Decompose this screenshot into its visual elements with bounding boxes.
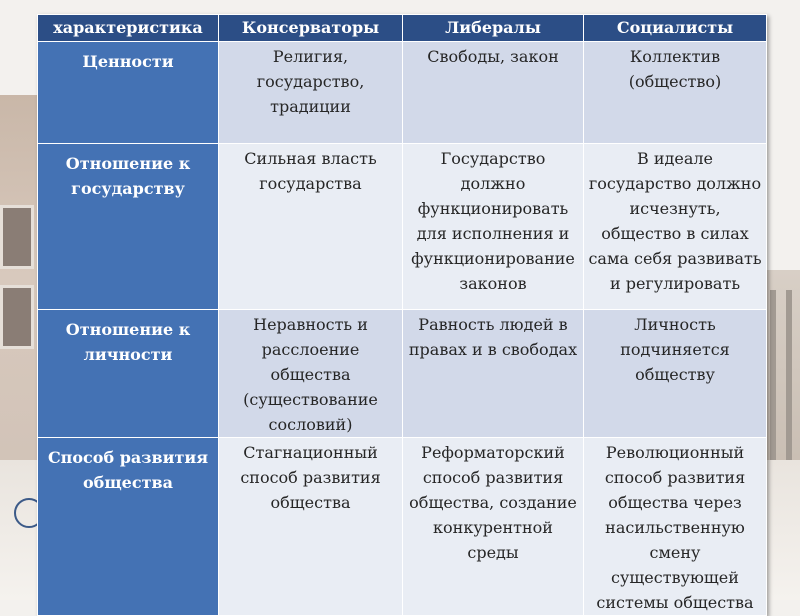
header-liberals: Либералы: [403, 15, 584, 42]
table-row: [38, 144, 767, 310]
header-conservatives: Консерваторы: [219, 15, 403, 42]
table-cell: Религия, государство, традиции: [219, 42, 403, 144]
window: [0, 285, 34, 349]
table-cell: В идеале государство должно исчезнуть, общество в силах сама себя развивать и регулировать: [584, 144, 767, 310]
table-cell: Свободы, закон: [403, 42, 584, 144]
table-cell: Коллектив (общество): [584, 42, 767, 144]
window: [0, 205, 34, 269]
header-characteristic: характеристика: [38, 15, 219, 42]
header-socialists: Социалисты: [584, 15, 767, 42]
building-right: [764, 270, 800, 470]
row-label: Способ развития общества: [38, 438, 219, 616]
table-cell: Революционный способ развития общества через насильственную смену существующей системы общества: [584, 438, 767, 616]
table-row: [38, 42, 767, 144]
ideologies-table: [37, 14, 767, 616]
row-label: Отношение к государству: [38, 144, 219, 310]
table-cell: Сильная власть государства: [219, 144, 403, 310]
column: [770, 290, 776, 460]
table-cell: Неравность и расслоение общества (существование сословий): [219, 310, 403, 438]
table-cell: Государство должно функционировать для исполнения и функционирование законов: [403, 144, 584, 310]
table-cell: Личность подчиняется обществу: [584, 310, 767, 438]
table-row: [38, 310, 767, 438]
table-body: [38, 42, 767, 616]
table-row: [38, 438, 767, 616]
column: [786, 290, 792, 460]
table-cell: Равность людей в правах и в свободах: [403, 310, 584, 438]
header-row: [38, 15, 767, 42]
row-label: Отношение к личности: [38, 310, 219, 438]
table-header: [38, 15, 767, 42]
row-label: Ценности: [38, 42, 219, 144]
table-cell: Реформаторский способ развития общества, создание конкурентной среды: [403, 438, 584, 616]
table-cell: Стагнационный способ развития общества: [219, 438, 403, 616]
